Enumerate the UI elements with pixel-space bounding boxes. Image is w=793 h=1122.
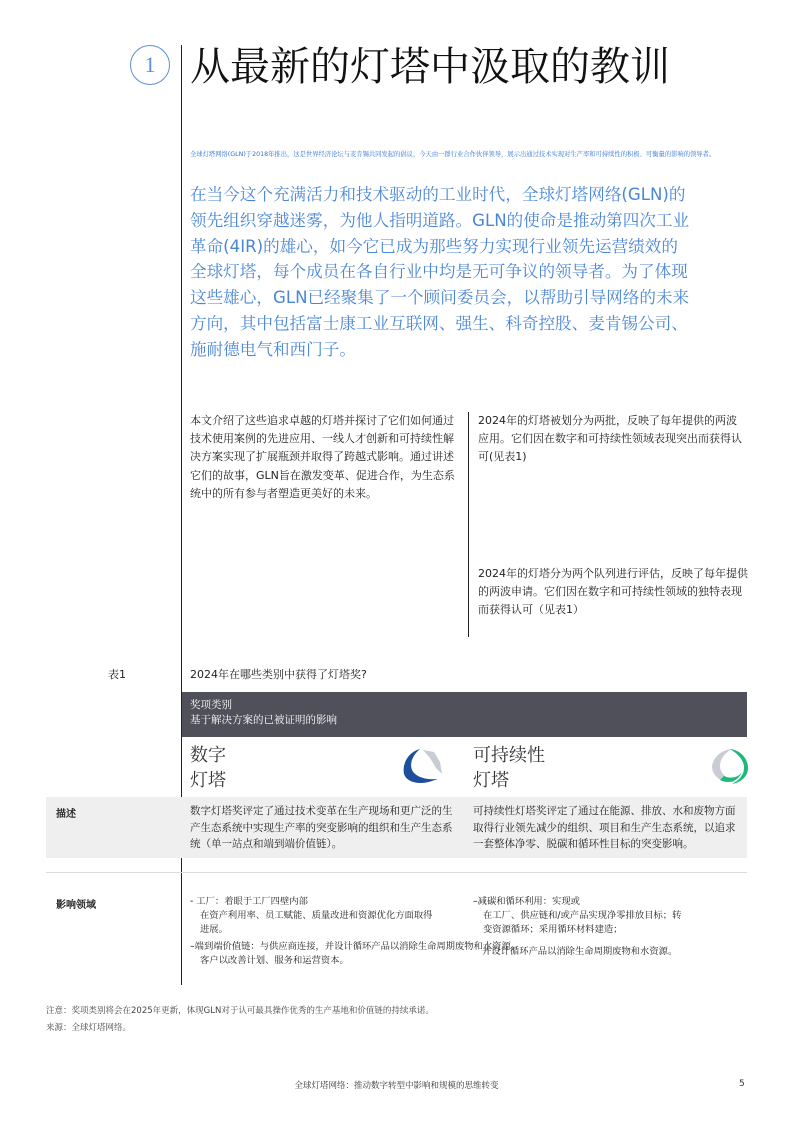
impact-digital-factory-line2: 在资产利用率、员工赋能、质量改进和资源优化方面取得 [200,910,433,921]
digital-lighthouse-logo-icon [398,746,444,786]
row-label-impact: 影响领域 [56,900,96,911]
impact-digital-value-chain [190,940,530,968]
chapter-number-badge: 1 [130,45,170,85]
footer-title: 全球灯塔网络：推动数字转型中影响和规模的思维转变 [294,1081,499,1091]
impact-sustainability-line1: –减碳和循环利用：实现或 [473,896,580,907]
impact-digital-value-chain-line1: –端到端价值链：与供应商连接，并设计循环产品以消除生命周期废物和水资源。 [190,941,521,952]
category-sustainability [473,743,573,793]
table-header-line1: 奖项类别 [190,699,232,711]
sustainability-lighthouse-logo-icon [706,746,752,786]
table-row-divider [46,872,747,873]
description-digital: 数字灯塔奖评定了通过技术变革在生产现场和更广泛的生产生态系统中实现生产率的突变影响的组织和生产生态系统（单一站点和端到端价值链）。 [190,805,453,850]
page-title: 从最新的灯塔中汲取的教训 [190,44,670,90]
body-column-right-bottom: 2024年的灯塔分为两个队列进行评估，反映了每年提供的两波申请。它们因在数字和可持续性领域的独特表现而获得认可（见表1） [478,567,748,617]
description-sustainability: 可持续性灯塔奖评定了通过在能源、排放、水和废物方面取得行业领先减少的组织、项目和生产生态系统，以追求一套整体净零、脱碳和循环性目标的突变影响。 [473,805,736,850]
body-column-left: 本文介绍了这些追求卓越的灯塔并探讨了它们如何通过技术使用案例的先进应用、一线人才创新和可持续性解决方案实现了扩展瓶颈并取得了跨越式影响。通过讲述它们的故事，GLN旨在激发变革、促进合作，为生态系统中的所有参与者塑造更美好的未来。 [190,414,455,500]
impact-sustainability-line2: 在工厂、供应链和/或产品实现净零排放目标；转 [483,910,682,921]
row-label-description: 描述 [56,809,76,820]
category-digital-line1: 数字 [190,745,226,766]
category-sustainability-line1: 可持续性 [473,745,545,766]
column-divider [468,412,469,637]
lead-paragraph: 在当今这个充满活力和技术驱动的工业时代，全球灯塔网络(GLN)的领先组织穿越迷雾，为他人指明道路。GLN的使命是推动第四次工业革命(4IR)的雄心，如今它已成为那些努力实现行业领先运营绩效的全球灯塔，每个成员在各自行业中均是无可争议的领导者。为了体现这些雄心，GLN已经聚集了一个顾问委员会，以帮助引导网络的未来方向，其中包括富士康工业互联网、强生、科奇控股、麦肯锡公司、施耐德电气和西门子。 [190,185,690,359]
impact-digital-factory [190,895,460,937]
table-note: 注意：奖项类别将会在2025年更新，体现GLN对于认可最具操作优秀的生产基地和价值链的持续承诺。 [46,1006,434,1016]
page-number: 5 [739,1079,745,1089]
table-source: 来源：全球灯塔网络。 [46,1023,132,1033]
table-title: 2024年在哪些类别中获得了灯塔奖? [190,668,367,681]
impact-sustainability-circular: 并设计循环产品以消除生命周期废物和水资源。 [482,946,678,957]
impact-digital-value-chain-line2: 客户以改善计划、服务和运营资本。 [200,955,349,966]
impact-digital-factory-line1: - 工厂：着眼于工厂四壁内部 [190,896,308,907]
category-digital [190,743,270,793]
impact-sustainability-line3: 变资源循环；采用循环材料建造； [483,924,623,935]
impact-sustainability [473,895,743,937]
intro-caption: 全球灯塔网络(GLN)于2018年推出，这是世界经济论坛与麦肯锡共同发起的倡议，今天由一群行业合作伙伴领导，展示出通过技术实现对生产率和可持续性的积极、可衡量的影响的领导者。 [190,151,716,158]
category-digital-line2: 灯塔 [190,770,226,791]
category-sustainability-line2: 灯塔 [473,770,509,791]
body-column-right-top: 2024年的灯塔被划分为两批，反映了每年提供的两波应用。它们因在数字和可持续性领域表现突出而获得认可(见表1) [478,414,742,464]
table-header-line2: 基于解决方案的已被证明的影响 [190,714,337,726]
table-header [182,692,747,737]
impact-digital-factory-line3: 进展。 [200,924,228,935]
table-label: 表1 [108,668,126,681]
